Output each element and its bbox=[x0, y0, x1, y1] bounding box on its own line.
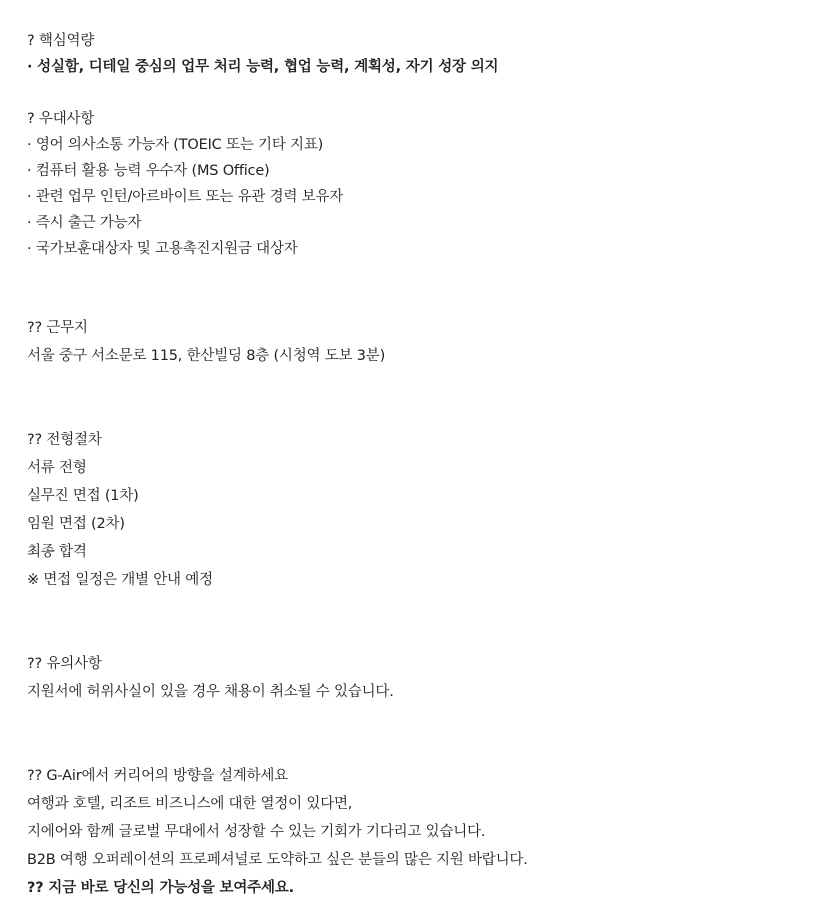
closing-heading: ?? G-Air에서 커리어의 방향을 설계하세요 bbox=[27, 768, 288, 784]
preferred-item: · 영어 의사소통 가능자 (TOEIC 또는 기타 지표) bbox=[27, 137, 324, 153]
closing-line: B2B 여행 오퍼레이션의 프로페셔널로 도약하고 싶은 분들의 많은 지원 바랍니다. bbox=[27, 852, 528, 868]
notice-text: 지원서에 허위사실이 있을 경우 채용이 취소될 수 있습니다. bbox=[27, 684, 394, 700]
preferred-item: · 관련 업무 인턴/아르바이트 또는 유관 경력 보유자 bbox=[27, 189, 344, 205]
process-step: 최종 합격 bbox=[27, 544, 87, 560]
location-text: 서울 중구 서소문로 115, 한산빌딩 8층 (시청역 도보 3분) bbox=[27, 348, 386, 364]
process-heading: ?? 전형절차 bbox=[27, 432, 102, 448]
process-step: 실무진 면접 (1차) bbox=[27, 488, 139, 504]
closing-line: 지에어와 함께 글로벌 무대에서 성장할 수 있는 기회가 기다리고 있습니다. bbox=[27, 824, 486, 840]
preferred-heading: ? 우대사항 bbox=[27, 111, 95, 127]
job-posting-body bbox=[27, 28, 807, 902]
location-heading: ?? 근무지 bbox=[27, 320, 88, 336]
process-note: ※ 면접 일정은 개별 안내 예정 bbox=[27, 572, 213, 588]
core-competency-heading: ? 핵심역량 bbox=[27, 33, 95, 49]
process-step: 서류 전형 bbox=[27, 460, 87, 476]
core-competency-item: · 성실함, 디테일 중심의 업무 처리 능력, 협업 능력, 계획성, 자기 성장 의지 bbox=[27, 59, 499, 75]
closing-line: 여행과 호텔, 리조트 비즈니스에 대한 열정이 있다면, bbox=[27, 796, 353, 812]
notice-heading: ?? 유의사항 bbox=[27, 656, 102, 672]
preferred-item: · 즉시 출근 가능자 bbox=[27, 215, 142, 231]
preferred-item: · 국가보훈대상자 및 고용촉진지원금 대상자 bbox=[27, 241, 298, 257]
process-step: 임원 면접 (2차) bbox=[27, 516, 125, 532]
preferred-item: · 컴퓨터 활용 능력 우수자 (MS Office) bbox=[27, 163, 270, 179]
closing-cta: ?? 지금 바로 당신의 가능성을 보여주세요. bbox=[27, 880, 294, 896]
